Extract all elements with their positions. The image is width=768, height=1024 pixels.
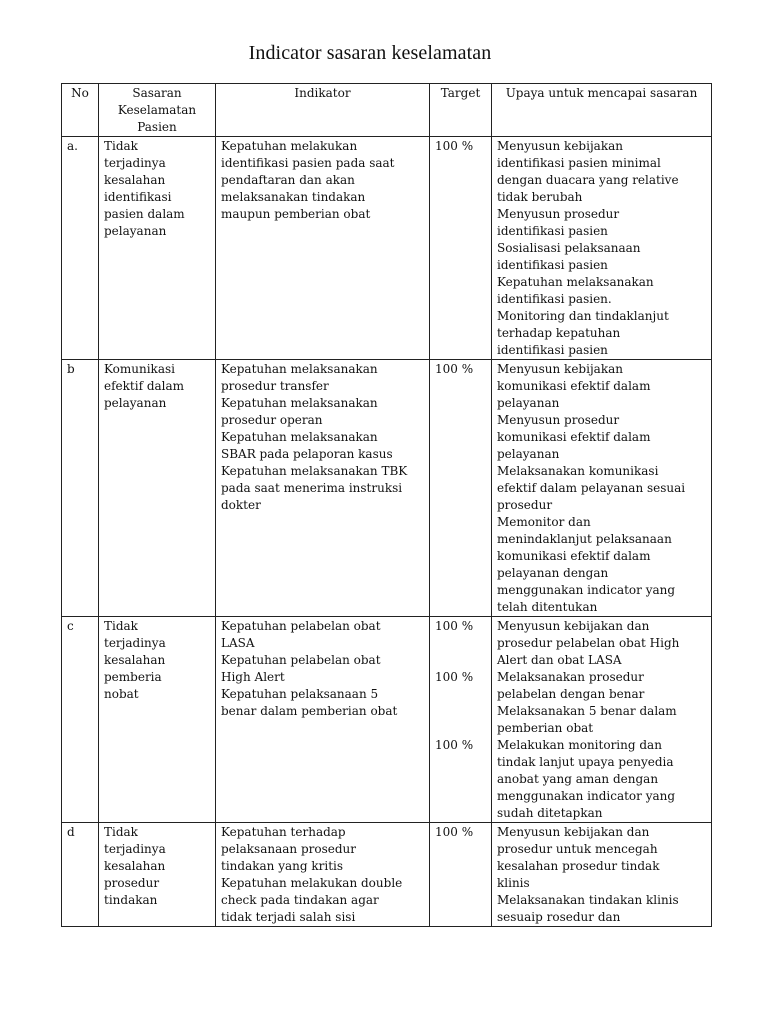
cell-line: pelayanan bbox=[104, 224, 167, 238]
cell-line: 100 % bbox=[435, 362, 474, 376]
cell-line: Melakukan monitoring dan bbox=[497, 738, 662, 752]
cell-line: pelayanan bbox=[104, 396, 167, 410]
row-sasaran bbox=[99, 823, 216, 927]
row-target bbox=[430, 360, 492, 617]
cell-line: Tidak bbox=[104, 619, 138, 633]
cell-line: telah ditentukan bbox=[497, 600, 598, 614]
header-sasaran bbox=[99, 84, 216, 137]
cell-line: terjadinya bbox=[104, 636, 166, 650]
cell-line: Kepatuhan pelabelan obat bbox=[221, 619, 381, 633]
header-indikator: Indikator bbox=[216, 84, 430, 137]
cell-line: terhadap kepatuhan bbox=[497, 326, 621, 340]
row-indikator bbox=[216, 617, 430, 823]
cell-line: dokter bbox=[221, 498, 261, 512]
cell-line: tidak terjadi salah sisi bbox=[221, 910, 356, 924]
cell-line: nobat bbox=[104, 687, 139, 701]
cell-line: pada saat menerima instruksi bbox=[221, 481, 403, 495]
row-no: a. bbox=[62, 137, 99, 360]
cell-line: komunikasi efektif dalam bbox=[497, 430, 651, 444]
cell-line: identifikasi pasien bbox=[497, 224, 608, 238]
cell-line: identifikasi pasien bbox=[497, 343, 608, 357]
cell-line: check pada tindakan agar bbox=[221, 893, 379, 907]
cell-line: menggunakan indicator yang bbox=[497, 583, 676, 597]
cell-line: Sosialisasi pelaksanaan bbox=[497, 241, 641, 255]
row-indikator bbox=[216, 823, 430, 927]
header-upaya: Upaya untuk mencapai sasaran bbox=[492, 84, 712, 137]
cell-line: Melaksanakan 5 benar dalam bbox=[497, 704, 677, 718]
cell-line: komunikasi efektif dalam bbox=[497, 379, 651, 393]
cell-line: Menyusun kebijakan bbox=[497, 362, 623, 376]
cell-line: Kepatuhan melaksanakan bbox=[221, 430, 378, 444]
cell-line: Memonitor dan bbox=[497, 515, 591, 529]
cell-line: identifikasi pasien. bbox=[497, 292, 612, 306]
cell-line: identifikasi pasien minimal bbox=[497, 156, 661, 170]
cell-line: pelaksanaan prosedur bbox=[221, 842, 356, 856]
row-upaya bbox=[492, 617, 712, 823]
cell-line: Menyusun kebijakan dan bbox=[497, 619, 650, 633]
table-row bbox=[62, 617, 712, 823]
cell-line: kesalahan bbox=[104, 653, 166, 667]
cell-line: 100 % bbox=[435, 738, 474, 752]
cell-line: prosedur pelabelan obat High bbox=[497, 636, 680, 650]
row-target bbox=[430, 617, 492, 823]
row-no: c bbox=[62, 617, 99, 823]
cell-line: identifikasi bbox=[104, 190, 172, 204]
cell-line: Kepatuhan pelabelan obat bbox=[221, 653, 381, 667]
cell-line: Pasien bbox=[137, 120, 177, 134]
cell-line: LASA bbox=[221, 636, 255, 650]
cell-line: tidak berubah bbox=[497, 190, 583, 204]
cell-line: High Alert bbox=[221, 670, 285, 684]
cell-line: pelayanan bbox=[497, 396, 560, 410]
cell-line: tindakan bbox=[104, 893, 158, 907]
header-target: Target bbox=[430, 84, 492, 137]
row-target bbox=[430, 137, 492, 360]
cell-line: 100 % bbox=[435, 825, 474, 839]
cell-line: 100 % bbox=[435, 670, 474, 684]
cell-line: Melaksanakan prosedur bbox=[497, 670, 644, 684]
cell-line: SBAR pada pelaporan kasus bbox=[221, 447, 393, 461]
cell-line: kesalahan prosedur tindak bbox=[497, 859, 660, 873]
cell-line: Kepatuhan pelaksanaan 5 bbox=[221, 687, 379, 701]
row-upaya bbox=[492, 823, 712, 927]
row-no: d bbox=[62, 823, 99, 927]
cell-line: pelayanan dengan bbox=[497, 566, 609, 580]
cell-line: Kepatuhan melakukan bbox=[221, 139, 358, 153]
cell-line: klinis bbox=[497, 876, 530, 890]
cell-line: efektif dalam pelayanan sesuai bbox=[497, 481, 686, 495]
cell-line: pasien dalam bbox=[104, 207, 185, 221]
cell-line: Menyusun prosedur bbox=[497, 207, 620, 221]
cell-line: pemberia bbox=[104, 670, 162, 684]
safety-indicator-table bbox=[61, 83, 712, 927]
row-no: b bbox=[62, 360, 99, 617]
blank-line bbox=[435, 703, 486, 720]
cell-line: Alert dan obat LASA bbox=[497, 653, 622, 667]
cell-line: tindak lanjut upaya penyedia bbox=[497, 755, 674, 769]
cell-line: 100 % bbox=[435, 619, 474, 633]
cell-line: anobat yang aman dengan bbox=[497, 772, 659, 786]
cell-line: benar dalam pemberian obat bbox=[221, 704, 398, 718]
row-indikator bbox=[216, 360, 430, 617]
row-upaya bbox=[492, 360, 712, 617]
cell-line: prosedur bbox=[497, 498, 553, 512]
cell-line: Kepatuhan terhadap bbox=[221, 825, 346, 839]
cell-line: prosedur operan bbox=[221, 413, 323, 427]
row-sasaran bbox=[99, 137, 216, 360]
cell-line: pendaftaran dan akan bbox=[221, 173, 355, 187]
cell-line: prosedur bbox=[104, 876, 160, 890]
cell-line: Menyusun kebijakan bbox=[497, 139, 623, 153]
cell-line: Melaksanakan komunikasi bbox=[497, 464, 659, 478]
cell-line: Kepatuhan melaksanakan bbox=[497, 275, 654, 289]
row-indikator bbox=[216, 137, 430, 360]
cell-line: terjadinya bbox=[104, 156, 166, 170]
cell-line: kesalahan bbox=[104, 859, 166, 873]
cell-line: Menyusun prosedur bbox=[497, 413, 620, 427]
row-target bbox=[430, 823, 492, 927]
table-row bbox=[62, 360, 712, 617]
table-row bbox=[62, 137, 712, 360]
cell-line: Tidak bbox=[104, 825, 138, 839]
cell-line: Melaksanakan tindakan klinis bbox=[497, 893, 679, 907]
row-sasaran bbox=[99, 360, 216, 617]
cell-line: Kepatuhan melakukan double bbox=[221, 876, 403, 890]
cell-line: sudah ditetapkan bbox=[497, 806, 603, 820]
row-sasaran bbox=[99, 617, 216, 823]
table-header-row bbox=[62, 84, 712, 137]
cell-line: maupun pemberian obat bbox=[221, 207, 371, 221]
cell-line: tindakan yang kritis bbox=[221, 859, 344, 873]
row-upaya bbox=[492, 137, 712, 360]
cell-line: pelayanan bbox=[497, 447, 560, 461]
cell-line: Kepatuhan melaksanakan bbox=[221, 362, 378, 376]
cell-line: Kepatuhan melaksanakan bbox=[221, 396, 378, 410]
cell-line: sesuaip rosedur dan bbox=[497, 910, 621, 924]
header-no: No bbox=[62, 84, 99, 137]
cell-line: Kepatuhan melaksanakan TBK bbox=[221, 464, 408, 478]
cell-line: menindaklanjut pelaksanaan bbox=[497, 532, 672, 546]
blank-line bbox=[435, 635, 486, 652]
blank-line bbox=[435, 720, 486, 737]
blank-line bbox=[435, 686, 486, 703]
table-row bbox=[62, 823, 712, 927]
cell-line: identifikasi pasien pada saat bbox=[221, 156, 395, 170]
cell-line: Keselamatan bbox=[117, 103, 197, 117]
cell-line: Komunikasi bbox=[104, 362, 175, 376]
cell-line: Tidak bbox=[104, 139, 138, 153]
cell-line: Monitoring dan tindaklanjut bbox=[497, 309, 669, 323]
blank-line bbox=[435, 652, 486, 669]
cell-line: pelabelan dengan benar bbox=[497, 687, 645, 701]
cell-line: Sasaran bbox=[132, 86, 182, 100]
cell-line: Menyusun kebijakan dan bbox=[497, 825, 650, 839]
document-title: Indicator sasaran keselamatan bbox=[248, 42, 492, 64]
cell-line: menggunakan indicator yang bbox=[497, 789, 676, 803]
cell-line: terjadinya bbox=[104, 842, 166, 856]
cell-line: prosedur untuk mencegah bbox=[497, 842, 658, 856]
cell-line: prosedur transfer bbox=[221, 379, 329, 393]
cell-line: dengan duacara yang relative bbox=[497, 173, 679, 187]
cell-line: efektif dalam bbox=[104, 379, 185, 393]
cell-line: komunikasi efektif dalam bbox=[497, 549, 651, 563]
cell-line: identifikasi pasien bbox=[497, 258, 608, 272]
cell-line: pemberian obat bbox=[497, 721, 594, 735]
cell-line: melaksanakan tindakan bbox=[221, 190, 366, 204]
cell-line: 100 % bbox=[435, 139, 474, 153]
cell-line: kesalahan bbox=[104, 173, 166, 187]
